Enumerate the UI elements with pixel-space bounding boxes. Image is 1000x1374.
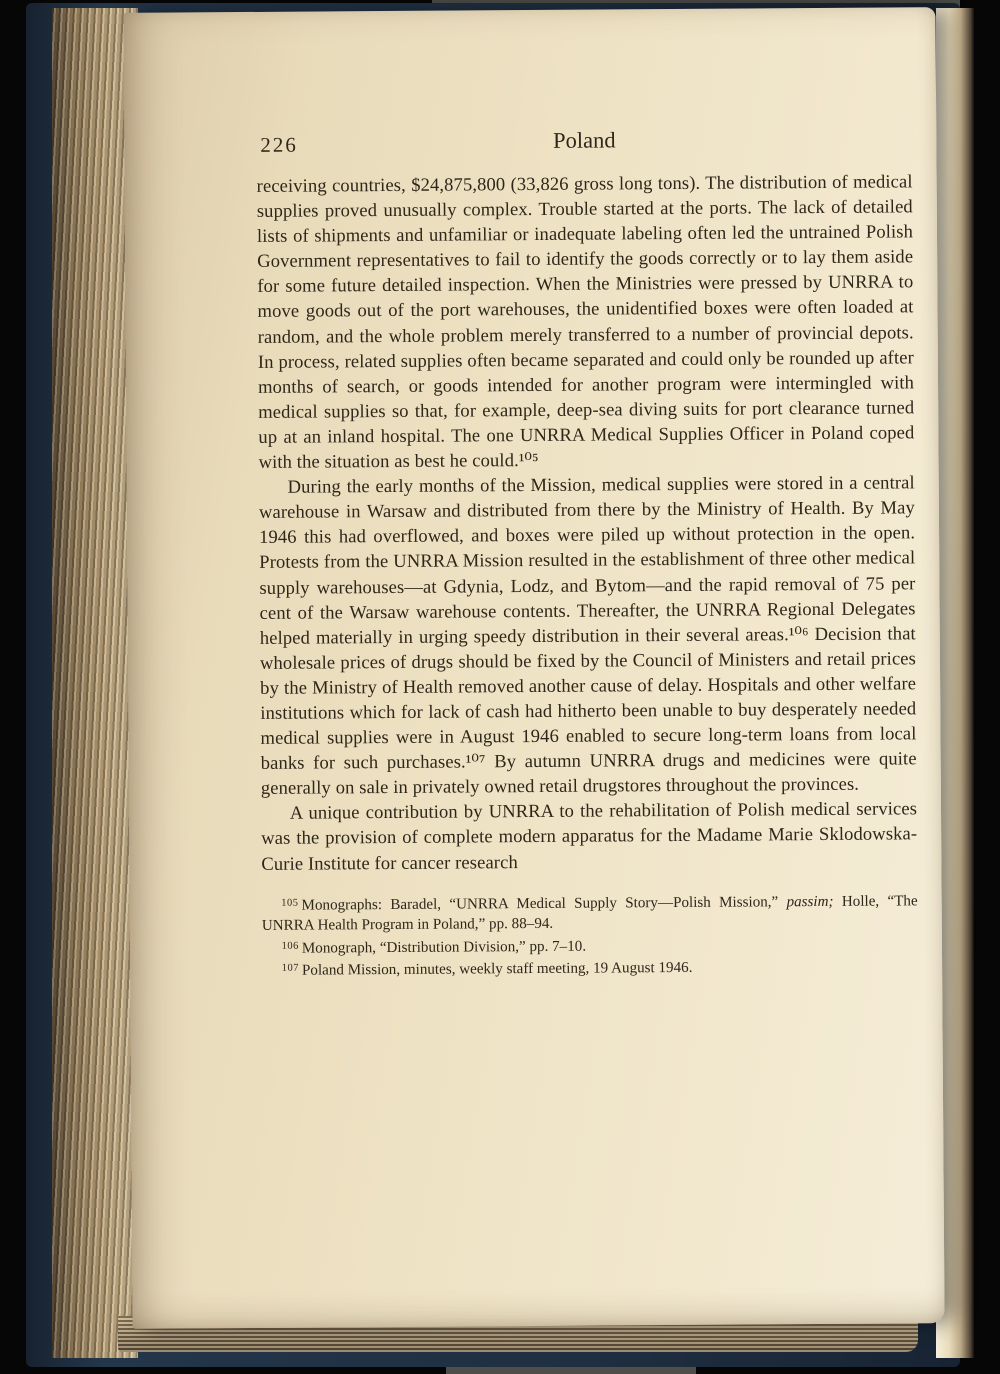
- paragraph-2: During the early months of the Mission, medical supplies were stored in a central warehouse in Warsaw and distributed from there by the Ministry of Health. By May 1946 this had overflowed, and boxes were piled up without protection in the open. Protests from the UNRRA Mission resulted in the establishment of three other medical supply warehouses—at Gdynia, Lodz, and Bytom—and the rapid removal of 75 per cent of the Warsaw warehouse contents. Thereafter, the UNRRA Regional Delegates helped materially in urging speedy distribution in their several areas.¹⁰⁶ Decision that wholesale prices of drugs should be fixed by the Council of Ministers and retail prices by the Ministry of Health removed another cause of delay. Hospitals and other welfare institutions which for lack of cash had hitherto been unable to buy desperately needed medical supplies were in August 1946 enabled to secure long-term loans from local banks for such purchases.¹⁰⁷ By autumn UNRRA drugs and medicines were quite generally on sale in privately owned retail drugstores throughout the provinces.: [258, 472, 917, 800]
- footnote-105-text-after: Holle, “The UNRRA Health Program in Poland,” pp. 88–94.: [261, 892, 918, 935]
- footnote-105: [262, 889, 918, 937]
- footnote-105-italic: passim;: [786, 893, 834, 910]
- footnote-106-text: Monograph, “Distribution Division,” pp. 7–10.: [301, 938, 587, 957]
- footnotes: [262, 889, 919, 982]
- paragraph-3: A unique contribution by UNRRA to the rehabilitation of Polish medical services was the provision of complete modern apparatus for the Madame Marie Sklodowska-Curie Institute for cancer research: [261, 798, 918, 875]
- page-number: 226: [260, 132, 298, 157]
- footnote-107-marker: 107: [281, 963, 300, 975]
- running-header: Poland: [552, 127, 616, 153]
- footnote-107-text: Poland Mission, minutes, weekly staff meeting, 19 August 1946.: [301, 960, 693, 980]
- footnote-106-marker: 106: [281, 940, 299, 952]
- text-block: [256, 125, 918, 982]
- book-page: [123, 7, 944, 1329]
- footnote-105-marker: 105: [281, 897, 299, 909]
- footnote-107: [262, 955, 918, 982]
- body-text: [257, 169, 918, 876]
- page-header-row: [256, 125, 912, 166]
- paragraph-1: receiving countries, $24,875,800 (33,826 gross long tons). The distribution of medical supplies proved unusually complex. Trouble started at the ports. The lack of detailed lists of shipments and unfamiliar or inadequate labeling often led the untrained Polish Government representatives to fail to identify the goods correctly or to lay them aside for some future detailed inspection. When the Ministries were pressed by UNRRA to move goods out of the port warehouses, the unidentified boxes were often loaded at random, and the whole problem merely transferred to a number of provincial depots. In process, related supplies often became separated and could only be rounded up after months of search, or goods intended for another program were intermingled with medical supplies so that, for example, deep-sea diving suits for port clearance turned up at an inland hospital. The one UNRRA Medical Supplies Officer in Poland coped with the situation as best he could.¹⁰⁵: [256, 171, 915, 473]
- footnote-105-text: Monographs: Baradel, “UNRRA Medical Supply Story—Polish Mission,”: [301, 893, 787, 914]
